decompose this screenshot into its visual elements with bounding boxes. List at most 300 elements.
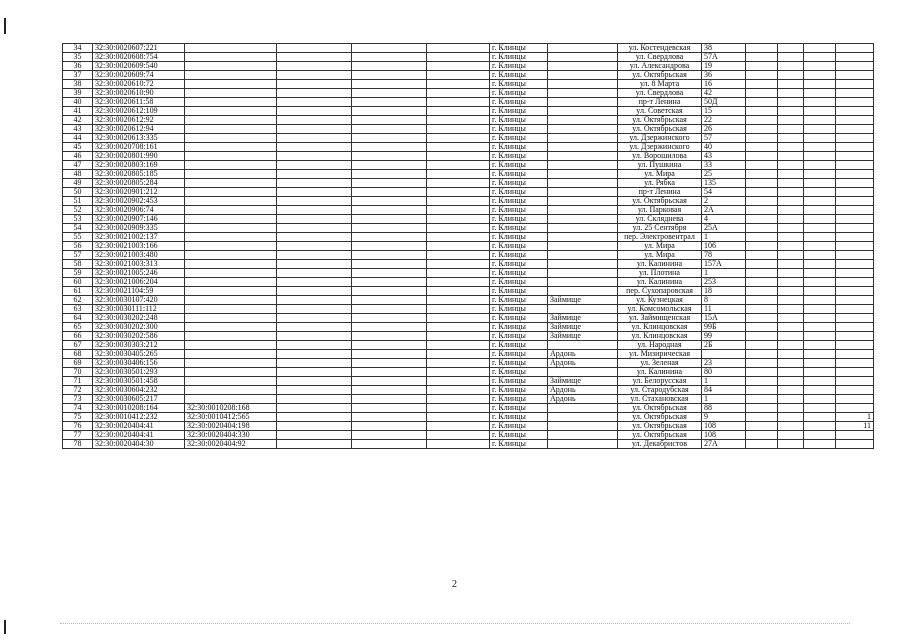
table-cell bbox=[746, 44, 778, 53]
table-cell bbox=[277, 413, 352, 422]
table-cell bbox=[836, 53, 874, 62]
table-cell bbox=[836, 134, 874, 143]
table-cell: г. Клинцы bbox=[490, 341, 548, 350]
table-cell bbox=[427, 161, 490, 170]
table-cell: г. Клинцы bbox=[490, 359, 548, 368]
table-cell: 50 bbox=[63, 188, 93, 197]
table-cell bbox=[804, 188, 836, 197]
table-cell bbox=[548, 116, 618, 125]
table-row bbox=[63, 71, 874, 80]
table-cell: 32:30:0010412:565 bbox=[185, 413, 277, 422]
table-cell: 84 bbox=[702, 386, 746, 395]
table-cell bbox=[277, 152, 352, 161]
table-cell bbox=[746, 341, 778, 350]
table-row bbox=[63, 404, 874, 413]
table-cell bbox=[352, 377, 427, 386]
table-cell bbox=[277, 440, 352, 449]
table-cell bbox=[804, 359, 836, 368]
table-cell bbox=[352, 323, 427, 332]
table-cell: г. Клинцы bbox=[490, 350, 548, 359]
table-cell: 32:30:0021104:59 bbox=[93, 287, 185, 296]
table-cell bbox=[548, 125, 618, 134]
table-cell bbox=[427, 350, 490, 359]
table-cell: ул. Декабристов bbox=[618, 440, 702, 449]
table-cell: 32:30:0030501:293 bbox=[93, 368, 185, 377]
table-cell bbox=[548, 278, 618, 287]
table-cell: 32:30:0020404:198 bbox=[185, 422, 277, 431]
table-cell: 32:30:0020610:90 bbox=[93, 89, 185, 98]
table-cell bbox=[352, 305, 427, 314]
table-cell: г. Клинцы bbox=[490, 125, 548, 134]
table-cell bbox=[804, 161, 836, 170]
table-cell bbox=[352, 98, 427, 107]
table-cell bbox=[746, 413, 778, 422]
table-cell: 11 bbox=[702, 305, 746, 314]
table-cell: 54 bbox=[702, 188, 746, 197]
table-cell: ул. Мира bbox=[618, 251, 702, 260]
table-cell: ул. Октябрьская bbox=[618, 197, 702, 206]
table-row bbox=[63, 269, 874, 278]
table-cell bbox=[277, 314, 352, 323]
table-cell bbox=[548, 170, 618, 179]
table-cell: ул. Ворошилова bbox=[618, 152, 702, 161]
table-cell: 1 bbox=[702, 233, 746, 242]
table-cell bbox=[804, 278, 836, 287]
table-cell bbox=[778, 89, 804, 98]
table-cell: ул. Пушкина bbox=[618, 161, 702, 170]
table-cell bbox=[185, 314, 277, 323]
table-cell: 32:30:0020404:41 bbox=[93, 431, 185, 440]
table-cell bbox=[427, 323, 490, 332]
table-cell: 36 bbox=[63, 62, 93, 71]
table-cell bbox=[427, 188, 490, 197]
table-cell bbox=[185, 107, 277, 116]
table-cell: 18 bbox=[702, 287, 746, 296]
table-cell bbox=[778, 134, 804, 143]
table-cell: ул. Клинцовская bbox=[618, 332, 702, 341]
table-cell: Ардонь bbox=[548, 350, 618, 359]
table-cell bbox=[804, 206, 836, 215]
table-cell: 78 bbox=[63, 440, 93, 449]
table-cell bbox=[836, 359, 874, 368]
table-cell bbox=[185, 134, 277, 143]
table-cell: 32:30:0020805:284 bbox=[93, 179, 185, 188]
table-cell bbox=[778, 98, 804, 107]
table-cell bbox=[778, 152, 804, 161]
table-cell bbox=[746, 269, 778, 278]
table-cell bbox=[352, 395, 427, 404]
table-cell: 32:30:0021003:313 bbox=[93, 260, 185, 269]
table-row bbox=[63, 305, 874, 314]
table-cell: 65 bbox=[63, 323, 93, 332]
table-cell bbox=[778, 341, 804, 350]
table-cell: 39 bbox=[63, 89, 93, 98]
table-cell bbox=[804, 323, 836, 332]
table-cell: 99 bbox=[702, 332, 746, 341]
table-cell bbox=[746, 251, 778, 260]
table-cell bbox=[804, 80, 836, 89]
table-cell: 32:30:0020805:185 bbox=[93, 170, 185, 179]
table-cell: 32:30:0010208:164 bbox=[93, 404, 185, 413]
table-cell bbox=[427, 269, 490, 278]
table-cell bbox=[746, 377, 778, 386]
table-cell: Ардонь bbox=[548, 395, 618, 404]
table-cell bbox=[746, 125, 778, 134]
table-cell: г. Клинцы bbox=[490, 413, 548, 422]
table-cell bbox=[778, 359, 804, 368]
table-cell bbox=[427, 440, 490, 449]
table-cell: 71 bbox=[63, 377, 93, 386]
table-cell: 1 bbox=[702, 269, 746, 278]
table-cell: 32:30:0021006:204 bbox=[93, 278, 185, 287]
table-cell bbox=[804, 350, 836, 359]
table-cell bbox=[804, 413, 836, 422]
table-cell bbox=[185, 242, 277, 251]
table-cell bbox=[277, 350, 352, 359]
table-cell bbox=[277, 287, 352, 296]
table-cell: ул. Мизирическая bbox=[618, 350, 702, 359]
table-cell: г. Клинцы bbox=[490, 161, 548, 170]
table-cell: 52 bbox=[63, 206, 93, 215]
table-cell: 108 bbox=[702, 422, 746, 431]
page-number: 2 bbox=[452, 579, 457, 590]
table-cell bbox=[836, 377, 874, 386]
table-cell bbox=[185, 215, 277, 224]
table-cell bbox=[352, 206, 427, 215]
table-cell: г. Клинцы bbox=[490, 440, 548, 449]
table-cell bbox=[746, 440, 778, 449]
table-cell bbox=[277, 278, 352, 287]
table-cell bbox=[352, 143, 427, 152]
table-cell: 32:30:0021002:137 bbox=[93, 233, 185, 242]
table-row bbox=[63, 125, 874, 134]
table-cell bbox=[746, 161, 778, 170]
table-cell: 57А bbox=[702, 53, 746, 62]
table-cell: 75 bbox=[63, 413, 93, 422]
table-cell bbox=[804, 296, 836, 305]
table-cell bbox=[277, 188, 352, 197]
table-cell: ул. Октябрьская bbox=[618, 116, 702, 125]
table-row bbox=[63, 44, 874, 53]
table-cell bbox=[277, 53, 352, 62]
table-cell bbox=[746, 197, 778, 206]
table-row bbox=[63, 386, 874, 395]
table-cell bbox=[778, 188, 804, 197]
table-cell: 43 bbox=[702, 152, 746, 161]
table-cell: 32:30:0020909:335 bbox=[93, 224, 185, 233]
table-cell: 253 bbox=[702, 278, 746, 287]
table-row bbox=[63, 80, 874, 89]
table-cell bbox=[185, 260, 277, 269]
table-cell bbox=[277, 242, 352, 251]
table-cell bbox=[352, 359, 427, 368]
table-cell bbox=[277, 251, 352, 260]
table-cell bbox=[836, 215, 874, 224]
table-cell: ул. Октябрьская bbox=[618, 125, 702, 134]
table-cell: 32:30:0010208:168 bbox=[185, 404, 277, 413]
table-cell: 88 bbox=[702, 404, 746, 413]
table-cell bbox=[352, 332, 427, 341]
table-cell bbox=[804, 287, 836, 296]
table-cell bbox=[778, 332, 804, 341]
table-cell bbox=[804, 152, 836, 161]
table-cell bbox=[746, 116, 778, 125]
table-cell: 25А bbox=[702, 224, 746, 233]
table-cell bbox=[277, 143, 352, 152]
table-cell: 32:30:0020610:72 bbox=[93, 80, 185, 89]
table-cell bbox=[746, 215, 778, 224]
table-cell bbox=[778, 296, 804, 305]
table-cell bbox=[836, 350, 874, 359]
table-cell bbox=[836, 224, 874, 233]
table-cell: 46 bbox=[63, 152, 93, 161]
table-cell: 38 bbox=[702, 44, 746, 53]
table-cell bbox=[352, 440, 427, 449]
table-cell bbox=[836, 287, 874, 296]
table-cell bbox=[427, 251, 490, 260]
table-cell bbox=[185, 143, 277, 152]
table-cell bbox=[746, 80, 778, 89]
table-cell: г. Клинцы bbox=[490, 134, 548, 143]
table-cell: 99Б bbox=[702, 323, 746, 332]
table-row bbox=[63, 377, 874, 386]
table-cell: 32:30:0030501:458 bbox=[93, 377, 185, 386]
table-cell: 16 bbox=[702, 80, 746, 89]
table-cell bbox=[804, 89, 836, 98]
table-cell: 23 bbox=[702, 359, 746, 368]
table-cell: 45 bbox=[63, 143, 93, 152]
table-cell bbox=[352, 44, 427, 53]
table-row bbox=[63, 215, 874, 224]
table-cell bbox=[352, 278, 427, 287]
table-cell bbox=[778, 422, 804, 431]
table-cell bbox=[836, 125, 874, 134]
table-cell bbox=[427, 134, 490, 143]
table-cell bbox=[277, 332, 352, 341]
table-cell bbox=[185, 125, 277, 134]
table-cell bbox=[548, 251, 618, 260]
table-cell bbox=[836, 368, 874, 377]
table-row bbox=[63, 395, 874, 404]
table-row bbox=[63, 197, 874, 206]
table-cell: г. Клинцы bbox=[490, 377, 548, 386]
table-cell: 63 bbox=[63, 305, 93, 314]
table-cell bbox=[185, 62, 277, 71]
table-cell: г. Клинцы bbox=[490, 260, 548, 269]
table-cell bbox=[804, 305, 836, 314]
table-cell bbox=[836, 107, 874, 116]
table-cell: ул. Свердлова bbox=[618, 53, 702, 62]
table-cell bbox=[352, 179, 427, 188]
table-cell bbox=[352, 341, 427, 350]
table-cell bbox=[746, 332, 778, 341]
table-cell bbox=[836, 296, 874, 305]
table-cell: 157А bbox=[702, 260, 746, 269]
table-cell bbox=[548, 152, 618, 161]
table-cell: 108 bbox=[702, 431, 746, 440]
table-cell bbox=[836, 44, 874, 53]
table-cell: г. Клинцы bbox=[490, 242, 548, 251]
table-cell bbox=[778, 377, 804, 386]
table-cell bbox=[836, 179, 874, 188]
table-cell bbox=[804, 233, 836, 242]
table-cell: 32:30:0020612:92 bbox=[93, 116, 185, 125]
table-cell bbox=[352, 89, 427, 98]
table-cell bbox=[836, 278, 874, 287]
table-cell bbox=[548, 260, 618, 269]
table-cell bbox=[427, 377, 490, 386]
table-cell bbox=[427, 386, 490, 395]
table-cell bbox=[804, 53, 836, 62]
table-cell bbox=[352, 251, 427, 260]
table-cell bbox=[778, 215, 804, 224]
table-cell: 32:30:0030604:232 bbox=[93, 386, 185, 395]
table-cell: ул. Октябрьская bbox=[618, 431, 702, 440]
table-cell: 32:30:0020613:335 bbox=[93, 134, 185, 143]
table-cell bbox=[277, 296, 352, 305]
table-cell bbox=[746, 287, 778, 296]
table-cell bbox=[778, 278, 804, 287]
table-cell bbox=[352, 62, 427, 71]
table-cell bbox=[548, 71, 618, 80]
table-cell bbox=[548, 431, 618, 440]
table-cell bbox=[778, 143, 804, 152]
table-cell bbox=[548, 179, 618, 188]
table-cell: 32:30:0030303:212 bbox=[93, 341, 185, 350]
table-cell bbox=[427, 305, 490, 314]
table-cell: ул. Рябка bbox=[618, 179, 702, 188]
table-cell: 106 bbox=[702, 242, 746, 251]
table-cell: ул. Мира bbox=[618, 170, 702, 179]
table-row bbox=[63, 278, 874, 287]
table-row bbox=[63, 296, 874, 305]
table-cell: 38 bbox=[63, 80, 93, 89]
table-cell bbox=[277, 98, 352, 107]
table-cell bbox=[836, 188, 874, 197]
table-cell bbox=[746, 305, 778, 314]
table-cell bbox=[804, 431, 836, 440]
table-cell: г. Клинцы bbox=[490, 71, 548, 80]
table-cell bbox=[778, 431, 804, 440]
table-cell: 33 bbox=[702, 161, 746, 170]
table-cell bbox=[548, 224, 618, 233]
table-cell: 4 bbox=[702, 215, 746, 224]
table-cell bbox=[185, 71, 277, 80]
table-cell: 32:30:0020404:330 bbox=[185, 431, 277, 440]
table-cell: ул. Белорусская bbox=[618, 377, 702, 386]
table-cell: 32:30:0020404:92 bbox=[185, 440, 277, 449]
table-cell bbox=[778, 206, 804, 215]
table-cell: Займище bbox=[548, 332, 618, 341]
table-cell bbox=[746, 206, 778, 215]
table-cell bbox=[836, 233, 874, 242]
table-cell bbox=[804, 242, 836, 251]
table-cell bbox=[746, 260, 778, 269]
table-cell bbox=[352, 296, 427, 305]
table-cell bbox=[352, 404, 427, 413]
table-cell bbox=[778, 413, 804, 422]
table-cell bbox=[277, 323, 352, 332]
table-cell bbox=[548, 206, 618, 215]
table-cell bbox=[277, 71, 352, 80]
table-cell: 22 bbox=[702, 116, 746, 125]
table-cell: г. Клинцы bbox=[490, 251, 548, 260]
table-cell: ул. Октябрьская bbox=[618, 404, 702, 413]
table-cell bbox=[427, 53, 490, 62]
table-cell bbox=[804, 368, 836, 377]
table-cell: ул. Комсомольская bbox=[618, 305, 702, 314]
table-cell bbox=[778, 350, 804, 359]
table-cell: ул. Октябрьская bbox=[618, 71, 702, 80]
table-cell bbox=[778, 269, 804, 278]
table-cell bbox=[804, 71, 836, 80]
table-cell bbox=[746, 188, 778, 197]
table-cell bbox=[277, 269, 352, 278]
table-cell: г. Клинцы bbox=[490, 89, 548, 98]
table-cell: г. Клинцы bbox=[490, 224, 548, 233]
table-row bbox=[63, 431, 874, 440]
table-cell bbox=[778, 404, 804, 413]
table-row bbox=[63, 179, 874, 188]
table-cell bbox=[352, 161, 427, 170]
table-cell: 11 bbox=[836, 422, 874, 431]
table-cell bbox=[836, 170, 874, 179]
table-cell bbox=[804, 332, 836, 341]
table-cell: 32:30:0030406:156 bbox=[93, 359, 185, 368]
table-cell bbox=[427, 422, 490, 431]
table-cell: 32:30:0010412:232 bbox=[93, 413, 185, 422]
table-cell: 58 bbox=[63, 260, 93, 269]
table-cell bbox=[277, 395, 352, 404]
table-cell bbox=[185, 53, 277, 62]
table-cell bbox=[277, 422, 352, 431]
table-cell bbox=[804, 170, 836, 179]
table-cell bbox=[746, 296, 778, 305]
table-cell: 1 bbox=[836, 413, 874, 422]
table-cell bbox=[746, 233, 778, 242]
table-cell: 67 bbox=[63, 341, 93, 350]
table-cell: 32:30:0020902:453 bbox=[93, 197, 185, 206]
table-cell: г. Клинцы bbox=[490, 386, 548, 395]
table-cell bbox=[746, 422, 778, 431]
table-cell bbox=[804, 179, 836, 188]
table-cell: 76 bbox=[63, 422, 93, 431]
table-cell: 55 bbox=[63, 233, 93, 242]
table-cell: 68 bbox=[63, 350, 93, 359]
table-cell bbox=[778, 62, 804, 71]
table-cell bbox=[778, 323, 804, 332]
table-cell: 80 bbox=[702, 368, 746, 377]
table-cell: ул. Мира bbox=[618, 242, 702, 251]
table-cell: 15А bbox=[702, 314, 746, 323]
table-cell: г. Клинцы bbox=[490, 296, 548, 305]
table-cell bbox=[548, 44, 618, 53]
table-cell bbox=[804, 98, 836, 107]
table-cell bbox=[185, 161, 277, 170]
table-cell bbox=[352, 413, 427, 422]
table-cell bbox=[778, 305, 804, 314]
table-cell bbox=[746, 107, 778, 116]
table-cell bbox=[548, 422, 618, 431]
table-cell bbox=[427, 224, 490, 233]
table-cell: 15 bbox=[702, 107, 746, 116]
table-cell bbox=[836, 80, 874, 89]
table-cell bbox=[548, 287, 618, 296]
table-cell bbox=[548, 161, 618, 170]
table-cell bbox=[804, 44, 836, 53]
table-cell bbox=[277, 170, 352, 179]
table-cell bbox=[352, 107, 427, 116]
